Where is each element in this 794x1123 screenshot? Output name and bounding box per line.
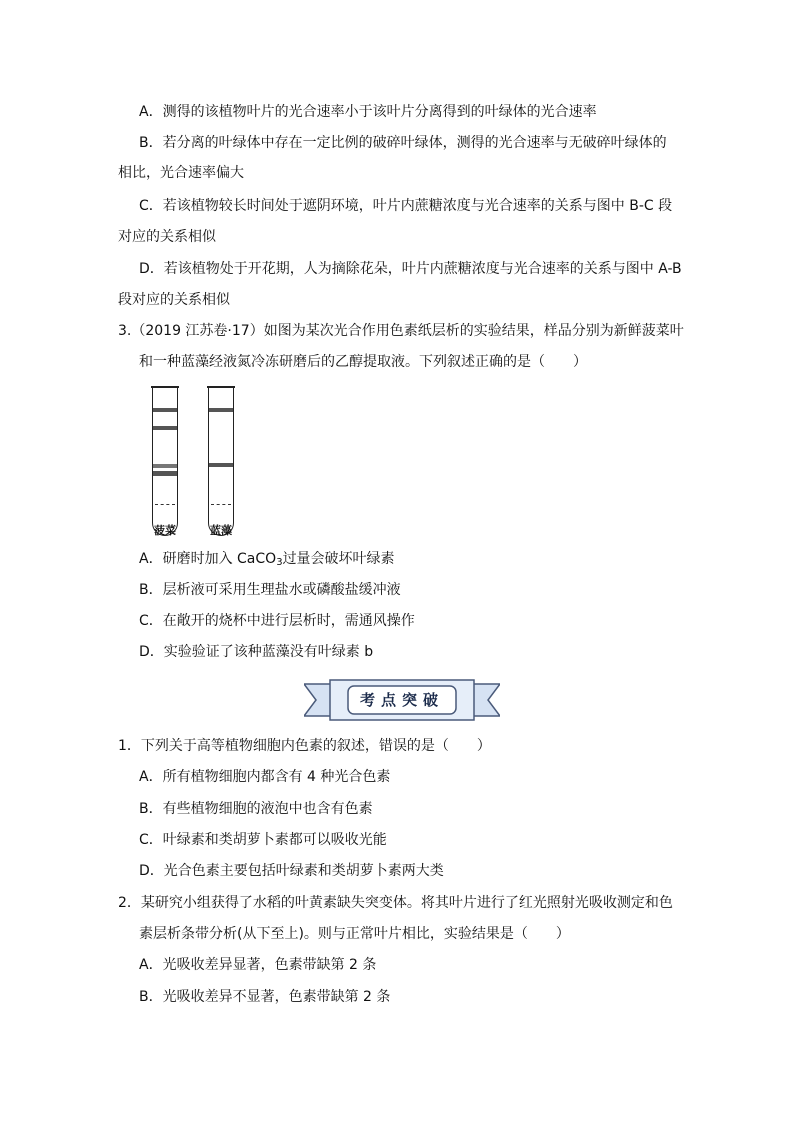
band-cyano-1 bbox=[209, 408, 233, 412]
prev-option-d-line2: 段对应的关系相似 bbox=[118, 292, 230, 308]
prev-option-b-line1: B．若分离的叶绿体中存在一定比例的破碎叶绿体，测得的光合速率与无破碎叶绿体的 bbox=[139, 135, 667, 151]
tube-label-cyano: 蓝藻 bbox=[210, 524, 232, 537]
q3-option-d: D．实验验证了该种蓝藻没有叶绿素 b bbox=[139, 644, 374, 660]
q2-option-a: A．光吸收差异显著，色素带缺第 2 条 bbox=[139, 957, 377, 973]
q1-option-d: D．光合色素主要包括叶绿素和类胡萝卜素两大类 bbox=[139, 863, 444, 879]
q1-stem: 1．下列关于高等植物细胞内色素的叙述，错误的是（ ） bbox=[118, 738, 491, 754]
prev-option-c-line2: 对应的关系相似 bbox=[118, 229, 216, 245]
q1-option-a: A．所有植物细胞内都含有 4 种光合色素 bbox=[139, 769, 391, 785]
q2-option-b: B．光吸收差异不显著，色素带缺第 2 条 bbox=[139, 989, 391, 1005]
prev-option-a: A．测得的该植物叶片的光合速率小于该叶片分离得到的叶绿体的光合速率 bbox=[139, 104, 597, 120]
tube-spinach bbox=[152, 386, 178, 536]
band-cyano-2 bbox=[209, 463, 233, 467]
origin-line-spinach bbox=[155, 504, 175, 505]
q2-stem-line1: 2．某研究小组获得了水稻的叶黄素缺失突变体。将其叶片进行了红光照射光吸收测定和色 bbox=[118, 895, 673, 911]
prev-option-c-line1: C．若该植物较长时间处于遮阴环境，叶片内蔗糖浓度与光合速率的关系与图中 B-C 段 bbox=[139, 198, 673, 214]
band-spinach-4 bbox=[153, 471, 177, 476]
band-spinach-3 bbox=[153, 464, 177, 468]
q3-option-a: A．研磨时加入 CaCO$_3$过量会破坏叶绿素 bbox=[139, 551, 395, 568]
band-spinach-2 bbox=[153, 426, 177, 430]
tube-label-spinach: 菠菜 bbox=[154, 524, 176, 537]
q3-option-b: B．层析液可采用生理盐水或磷酸盐缓冲液 bbox=[139, 582, 401, 598]
q3-option-c: C．在敞开的烧杯中进行层析时，需通风操作 bbox=[139, 613, 415, 629]
tube-cyanobacteria bbox=[208, 386, 234, 536]
band-spinach-1 bbox=[153, 408, 177, 412]
section-banner bbox=[304, 678, 500, 724]
q3-stem-line1: 3.（2019 江苏卷·17）如图为某次光合作用色素纸层析的实验结果，样品分别为新鲜菠菜叶 bbox=[118, 323, 684, 339]
q1-option-c: C．叶绿素和类胡萝卜素都可以吸收光能 bbox=[139, 832, 387, 848]
q1-option-b: B．有些植物细胞的液泡中也含有色素 bbox=[139, 801, 373, 817]
q2-stem-line2: 素层析条带分析(从下至上)。则与正常叶片相比，实验结果是（ ） bbox=[139, 926, 570, 942]
section-banner-title: 考点突破 bbox=[359, 691, 444, 709]
q3-stem-line2: 和一种蓝藻经液氮冷冻研磨后的乙醇提取液。下列叙述正确的是（ ） bbox=[139, 354, 587, 370]
prev-option-d-line1: D．若该植物处于开花期，人为摘除花朵，叶片内蔗糖浓度与光合速率的关系与图中 A-B bbox=[139, 261, 682, 277]
prev-option-b-line2: 相比，光合速率偏大 bbox=[118, 165, 244, 181]
origin-line-cyano bbox=[211, 504, 231, 505]
